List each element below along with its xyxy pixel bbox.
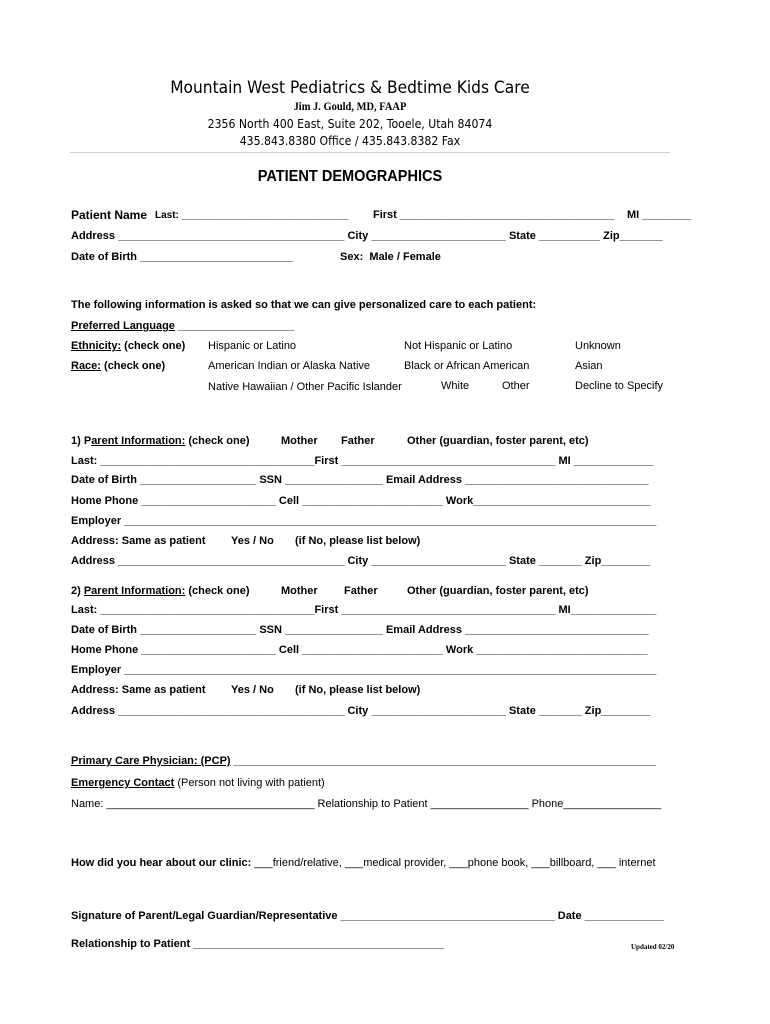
parent2-yes-no[interactable]: Yes / No (231, 684, 274, 696)
ethnicity-label-text: Ethnicity: (71, 340, 122, 352)
emergency-contact-note: (Person not living with patient) (174, 777, 325, 789)
referral-label: How did you hear about our clinic: (71, 857, 252, 869)
personalized-intro: The following information is asked so that we can give personalized care to each patient: (71, 299, 537, 311)
referral-options: ___friend/relative, ___medical provider, ___phone book, ___billboard, ___ internet (251, 857, 656, 869)
preferred-language-label: Preferred Language (71, 320, 175, 332)
race-check-one: (check one) (100, 360, 166, 372)
patient-last-field[interactable]: Last: ______________________________ (155, 210, 349, 221)
parent2-heading-num: 2) (71, 585, 84, 597)
preferred-language-blank: ___________________ (177, 320, 295, 332)
parent1-address-line[interactable]: Address _____________________________________ City ______________________ State _______ Zip________ (71, 555, 651, 567)
patient-dob-field[interactable]: Date of Birth _________________________ (71, 251, 293, 263)
parent2-option-father[interactable]: Father (344, 585, 378, 597)
preferred-language-field[interactable] (71, 319, 294, 333)
parent2-heading-check: (check one) (185, 585, 250, 597)
parent1-same-address-label: Address: Same as patient (71, 535, 206, 547)
ethnicity-option-not-hispanic[interactable]: Not Hispanic or Latino (404, 340, 513, 352)
pcp-label: Primary Care Physician: (PCP) (71, 755, 231, 767)
parent2-phone-line[interactable]: Home Phone ______________________ Cell _______________________ Work ____________________________ (71, 644, 648, 656)
parent2-address-line[interactable]: Address _____________________________________ City ______________________ State _______ Zip________ (71, 705, 651, 717)
parent1-option-father[interactable]: Father (341, 435, 375, 447)
patient-mi-field[interactable]: MI ________ (627, 209, 692, 221)
parent2-employer-line[interactable]: Employer _______________________________________________________________________________________ (71, 664, 657, 676)
ethnicity-check-one: (check one) (121, 340, 186, 352)
ethnicity-label (71, 339, 185, 353)
emergency-contact-label: Emergency Contact (71, 777, 175, 789)
parent1-option-mother[interactable]: Mother (281, 435, 318, 447)
patient-sex-field[interactable]: Sex: Male / Female (340, 251, 441, 263)
referral-question[interactable] (71, 856, 656, 870)
parent1-phone-line[interactable]: Home Phone ______________________ Cell _______________________ Work_____________________________ (71, 495, 651, 507)
ethnicity-option-hispanic[interactable]: Hispanic or Latino (208, 340, 297, 352)
relationship-line[interactable]: Relationship to Patient _________________________________________ (71, 938, 445, 950)
practice-phones: 435.843.8380 Office / 435.843.8382 Fax (239, 134, 461, 148)
parent1-heading (71, 434, 250, 448)
updated-date: Updated 02/20 (631, 943, 675, 951)
parent1-heading-check: (check one) (185, 435, 250, 447)
parent1-heading-text: arent Information: (91, 435, 186, 447)
pcp-field[interactable] (71, 754, 656, 768)
parent1-employer-line[interactable]: Employer _______________________________________________________________________________________ (71, 515, 657, 527)
parent2-option-other[interactable]: Other (guardian, foster parent, etc) (407, 585, 589, 597)
emergency-contact-heading (71, 776, 325, 790)
ethnicity-option-unknown[interactable]: Unknown (575, 340, 621, 352)
parent2-heading-text: Parent Information: (83, 585, 186, 597)
parent1-name-line[interactable]: Last: ___________________________________First ___________________________________ MI _____________ (71, 455, 654, 467)
race-option-american-indian[interactable]: American Indian or Alaska Native (208, 360, 371, 372)
header-divider (70, 152, 670, 153)
practice-address: 2356 North 400 East, Suite 202, Tooele, Utah 84074 (207, 117, 493, 131)
race-label (71, 359, 165, 373)
practice-name: Mountain West Pediatrics & Bedtime Kids Care (170, 78, 530, 98)
parent2-option-mother[interactable]: Mother (281, 585, 318, 597)
parent1-if-no-note: (if No, please list below) (295, 535, 421, 547)
doctor-name: Jim J. Gould, MD, FAAP (293, 101, 407, 113)
parent1-yes-no[interactable]: Yes / No (231, 535, 274, 547)
race-option-native-hawaiian[interactable]: Native Hawaiian / Other Pacific Islander (208, 381, 402, 393)
signature-line[interactable]: Signature of Parent/Legal Guardian/Representative ___________________________________ Date _____________ (71, 910, 665, 922)
pcp-blank: _____________________________________________________________________ (230, 755, 656, 767)
form-title: PATIENT DEMOGRAPHICS (257, 168, 443, 185)
race-option-asian[interactable]: Asian (575, 360, 603, 372)
patient-name-label: Patient Name (71, 208, 148, 222)
parent1-heading-num: 1) P (71, 435, 92, 447)
patient-first-field[interactable]: First ___________________________________ (373, 209, 615, 221)
parent1-dob-line[interactable]: Date of Birth ___________________ SSN ________________ Email Address ______________________________ (71, 474, 649, 486)
parent1-option-other[interactable]: Other (guardian, foster parent, etc) (407, 435, 589, 447)
race-option-white[interactable]: White (441, 380, 470, 392)
parent2-if-no-note: (if No, please list below) (295, 684, 421, 696)
parent2-heading (71, 584, 249, 598)
race-label-text: Race: (71, 360, 101, 372)
patient-address-line[interactable]: Address _____________________________________ City ______________________ State __________ Zip_______ (71, 230, 663, 242)
parent2-same-address-label: Address: Same as patient (71, 684, 206, 696)
parent2-dob-line[interactable]: Date of Birth ___________________ SSN ________________ Email Address ______________________________ (71, 624, 649, 636)
race-option-other[interactable]: Other (502, 380, 530, 392)
race-option-decline[interactable]: Decline to Specify (575, 380, 664, 392)
parent2-name-line[interactable]: Last: ___________________________________First ___________________________________ MI______________ (71, 604, 657, 616)
race-option-black[interactable]: Black or African American (404, 360, 530, 372)
emergency-contact-line[interactable]: Name: __________________________________ Relationship to Patient ________________ Phone________________ (71, 798, 662, 810)
